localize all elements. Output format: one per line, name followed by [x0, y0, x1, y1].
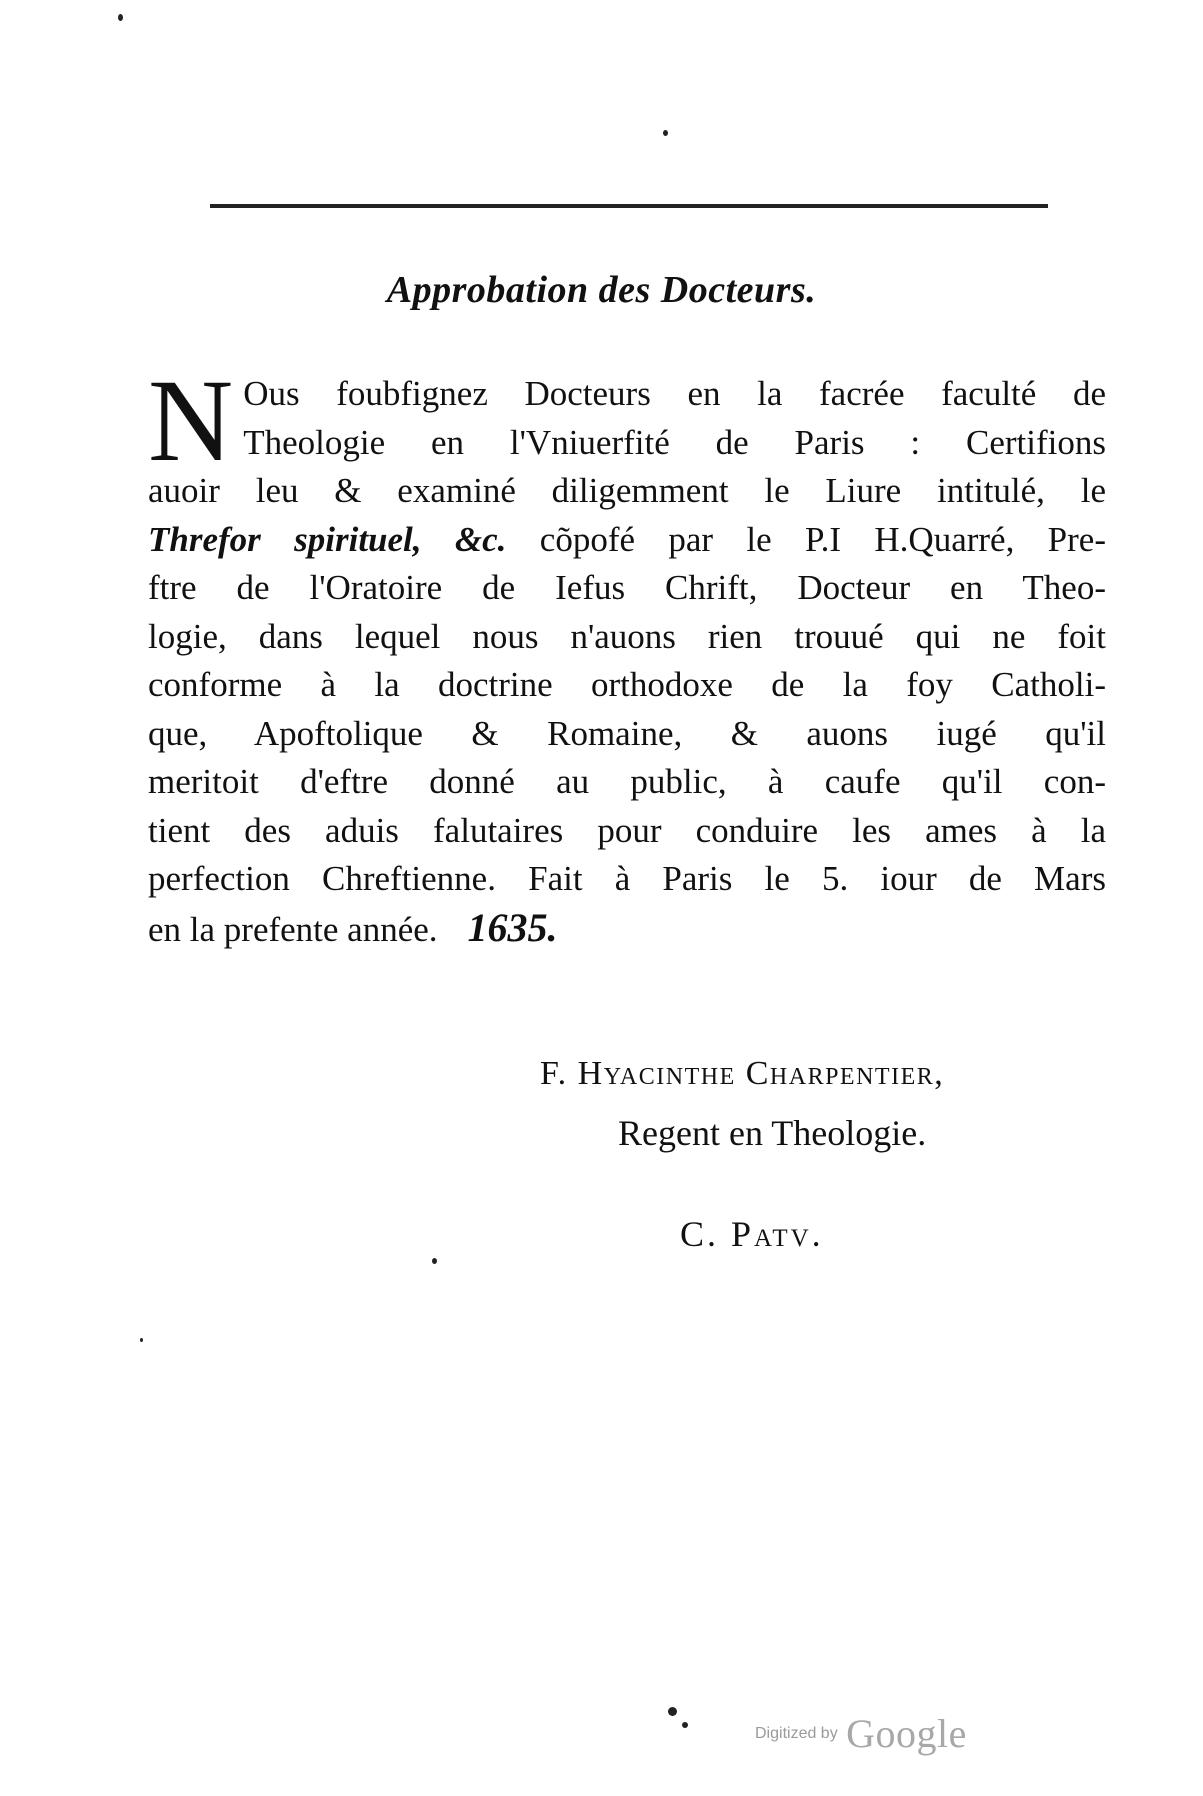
ink-speck	[682, 1722, 688, 1728]
book-title: Threfor spirituel, &c.	[148, 519, 507, 559]
header-rule	[210, 204, 1048, 208]
ink-speck	[140, 1338, 143, 1342]
ink-speck	[668, 1707, 677, 1716]
digitized-watermark	[755, 1710, 967, 1757]
text-line-8: que, Apoftolique & Romaine, & auons iugé qu'il	[148, 713, 1106, 753]
ink-speck	[118, 14, 123, 21]
text-line-9: meritoit d'eftre donné au public, à caufe qu'il con-	[148, 762, 1106, 801]
signature-patu-name: C. Patv.	[680, 1214, 824, 1254]
watermark-prefix: Digitized by	[755, 1724, 838, 1742]
text-line-7: conforme à la doctrine orthodoxe de la foy Catholi-	[148, 665, 1106, 704]
ink-speck	[663, 130, 668, 136]
text-line-6: logie, dans lequel nous n'auons rien trouué qui ne foit	[148, 616, 1106, 656]
drop-cap: N	[148, 355, 234, 486]
approbation-title: Approbation des Docteurs.	[386, 269, 817, 311]
text-line-2: Theologie en l'Vniuerfité de Paris : Certifions	[243, 422, 1106, 462]
signature-charpentier-role: Regent en Theologie.	[618, 1113, 927, 1153]
approbation-year: 1635.	[467, 904, 558, 950]
approbation-text	[148, 355, 1106, 954]
text-line-12	[148, 904, 1106, 955]
ink-speck	[432, 1258, 437, 1264]
text-line-11: perfection Chreftienne. Fait à Paris le 5. iour de Mars	[148, 859, 1106, 898]
text-line-12-text: en la prefente année.	[148, 909, 438, 949]
text-line-3: auoir leu & examiné diligemment le Liure intitulé, le	[148, 471, 1106, 510]
text-line-10: tient des aduis falutaires pour conduire les ames à la	[148, 810, 1106, 850]
signature-charpentier-name: F. Hyacinthe Charpentier,	[540, 1055, 945, 1092]
text-line-4-rest: cõpofé par le P.I H.Quarré, Pre-	[539, 519, 1106, 559]
google-logo: Google	[846, 1711, 967, 1756]
text-line-5: ftre de l'Oratoire de Iefus Chrift, Docteur en Theo-	[148, 568, 1106, 607]
text-line-1: Ous foubfignez Docteurs en la facrée faculté de	[243, 374, 1106, 413]
text-line-4	[148, 516, 1106, 565]
